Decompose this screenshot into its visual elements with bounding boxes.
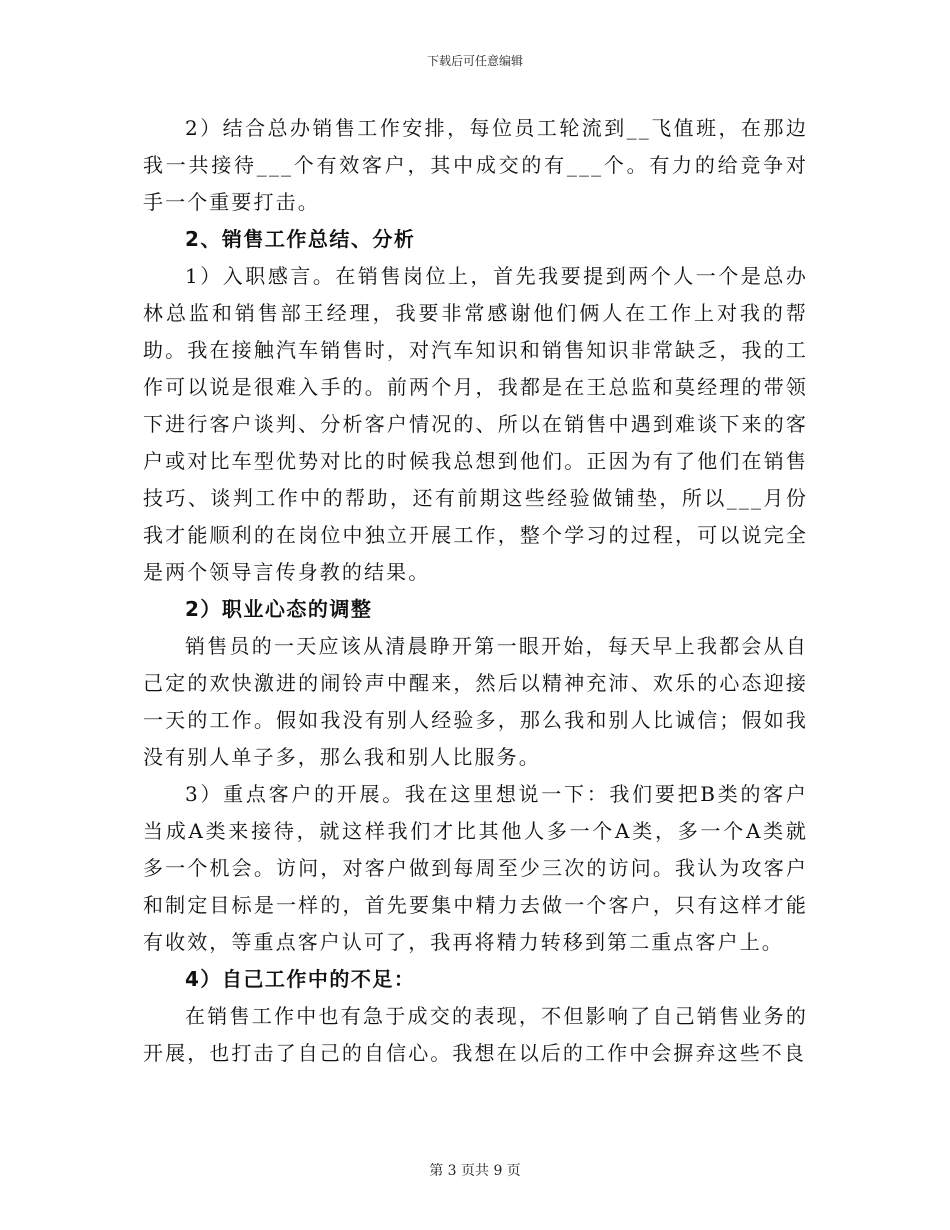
- paragraph-onboarding-remarks: 1）入职感言。在销售岗位上，首先我要提到两个人一个是总办林总监和销售部王经理，我要非常感谢他们俩人在工作上对我的帮助。我在接触汽车销售时，对汽车知识和销售知识非常缺乏，我的工作可以说是很难入手的。前两个月，我都是在王总监和莫经理的带领下进行客户谈判、分析客户情况的、所以在销售中遇到难谈下来的客户或对比车型优势对比的时候我总想到他们。正因为有了他们在销售技巧、谈判工作中的帮助，还有前期这些经验做铺垫，所以___月份我才能顺利的在岗位中独立开展工作，整个学习的过程，可以说完全是两个领导言传身教的结果。: [143, 264, 808, 584]
- paragraph-key-clients: 3）重点客户的开展。我在这里想说一下：我们要把B类的客户当成A类来接待，就这样我们才比其他人多一个A类，多一个A类就多一个机会。访问，对客户做到每周至少三次的访问。我认为攻客户和制定目标是一样的，首先要集中精力去做一个客户，只有这样才能有收效，等重点客户认可了，我再将精力转移到第二重点客户上。: [143, 782, 808, 954]
- subheading-shortcomings: 4）自己工作中的不足：: [185, 967, 416, 991]
- document-body: [143, 110, 808, 1072]
- paragraph-shortcomings: 在销售工作中也有急于成交的表现，不但影响了自己销售业务的开展，也打击了自己的自信心。我想在以后的工作中会摒弃这些不良: [143, 1004, 808, 1065]
- subheading-mindset-adjustment: 2）职业心态的调整: [185, 597, 373, 621]
- page-number: 第 3 页共 9 页: [429, 1163, 521, 1179]
- page-header: 下载后可任意编辑: [426, 54, 523, 68]
- section-heading-sales-summary: 2、销售工作总结、分析: [185, 227, 416, 251]
- paragraph-mindset: 销售员的一天应该从清晨睁开第一眼开始，每天早上我都会从自己定的欢快激进的闹铃声中醒来，然后以精神充沛、欢乐的心态迎接一天的工作。假如我没有别人经验多，那么我和别人比诚信；假如我没有别人单子多，那么我和别人比服务。: [143, 634, 808, 769]
- paragraph-duty-rotation: 2）结合总办销售工作安排，每位员工轮流到__飞值班，在那边我一共接待___个有效客户，其中成交的有___个。有力的给竞争对手一个重要打击。: [143, 116, 808, 214]
